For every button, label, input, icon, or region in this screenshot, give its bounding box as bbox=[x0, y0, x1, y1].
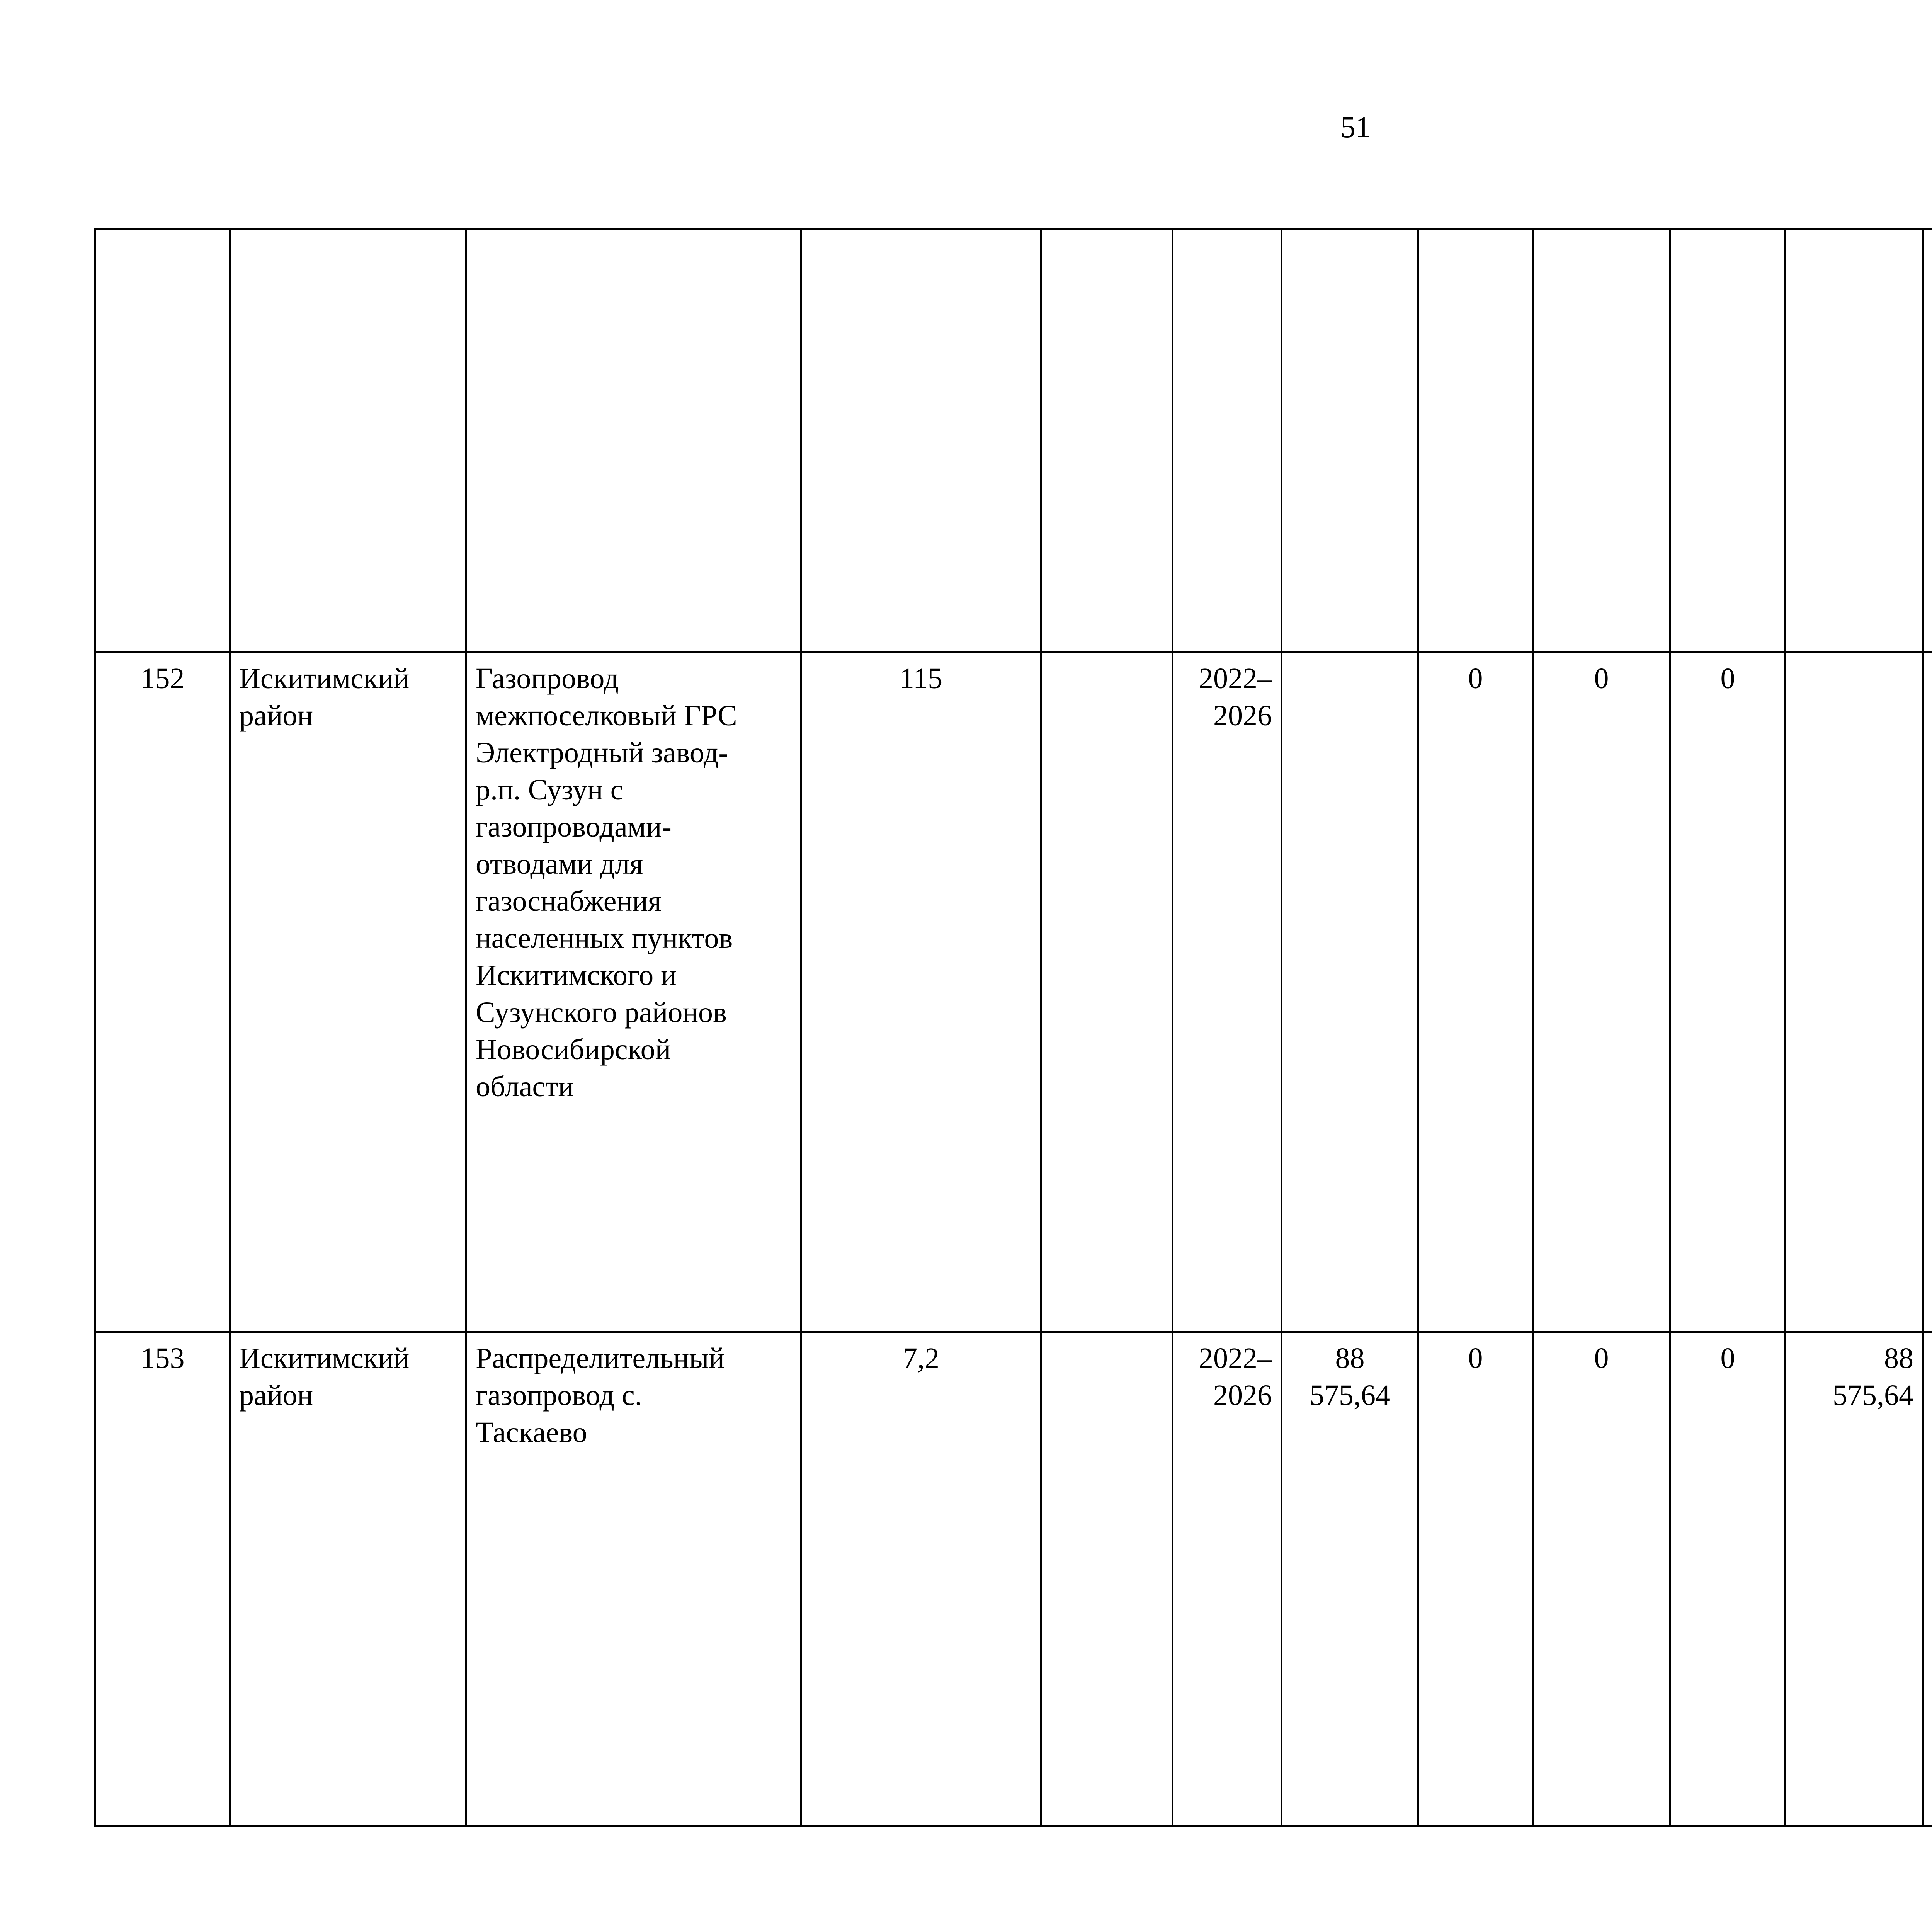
row-number-cell bbox=[95, 229, 230, 652]
table-row bbox=[95, 652, 1932, 1332]
column-5-cell bbox=[1041, 652, 1173, 1332]
column-5-cell bbox=[1041, 229, 1173, 652]
column-9-cell: 0 bbox=[1533, 652, 1670, 1332]
district-cell bbox=[230, 229, 466, 652]
operator-cell bbox=[1923, 652, 1932, 1332]
column-11-cell: 88 575,64 bbox=[1786, 1332, 1923, 1826]
page-number: 51 bbox=[1340, 110, 1371, 144]
operator-cell bbox=[1923, 229, 1932, 652]
length-cell bbox=[801, 229, 1041, 652]
column-8-cell: 0 bbox=[1418, 652, 1533, 1332]
district-cell: Искитимский район bbox=[230, 652, 466, 1332]
total-cost-cell bbox=[1282, 652, 1418, 1332]
row-number-cell: 153 bbox=[95, 1332, 230, 1826]
column-10-cell: 0 bbox=[1670, 652, 1786, 1332]
row-number-cell: 152 bbox=[95, 652, 230, 1332]
object-name-cell bbox=[466, 229, 801, 652]
table-row bbox=[95, 1332, 1932, 1826]
column-11-cell bbox=[1786, 229, 1923, 652]
period-cell: 2022– 2026 bbox=[1173, 652, 1282, 1332]
length-cell: 7,2 bbox=[801, 1332, 1041, 1826]
column-10-cell bbox=[1670, 229, 1786, 652]
investment-table bbox=[94, 228, 1932, 1827]
length-cell: 115 bbox=[801, 652, 1041, 1332]
column-8-cell: 0 bbox=[1418, 1332, 1533, 1826]
total-cost-cell: 88 575,64 bbox=[1282, 1332, 1418, 1826]
object-name-cell: Распределительный газопровод с. Таскаево bbox=[466, 1332, 801, 1826]
district-cell: Искитимский район bbox=[230, 1332, 466, 1826]
column-8-cell bbox=[1418, 229, 1533, 652]
object-name-cell: Газопровод межпоселковый ГРС Электродный завод- р.п. Сузун с газопроводами- отводами для газоснабжения населенных пунктов Искитимского и Сузунского районов Новосибирской области bbox=[466, 652, 801, 1332]
operator-cell bbox=[1923, 1332, 1932, 1826]
column-9-cell bbox=[1533, 229, 1670, 652]
column-5-cell bbox=[1041, 1332, 1173, 1826]
total-cost-cell bbox=[1282, 229, 1418, 652]
column-10-cell: 0 bbox=[1670, 1332, 1786, 1826]
column-11-cell bbox=[1786, 652, 1923, 1332]
period-cell: 2022– 2026 bbox=[1173, 1332, 1282, 1826]
table-row bbox=[95, 229, 1932, 652]
period-cell bbox=[1173, 229, 1282, 652]
column-9-cell: 0 bbox=[1533, 1332, 1670, 1826]
